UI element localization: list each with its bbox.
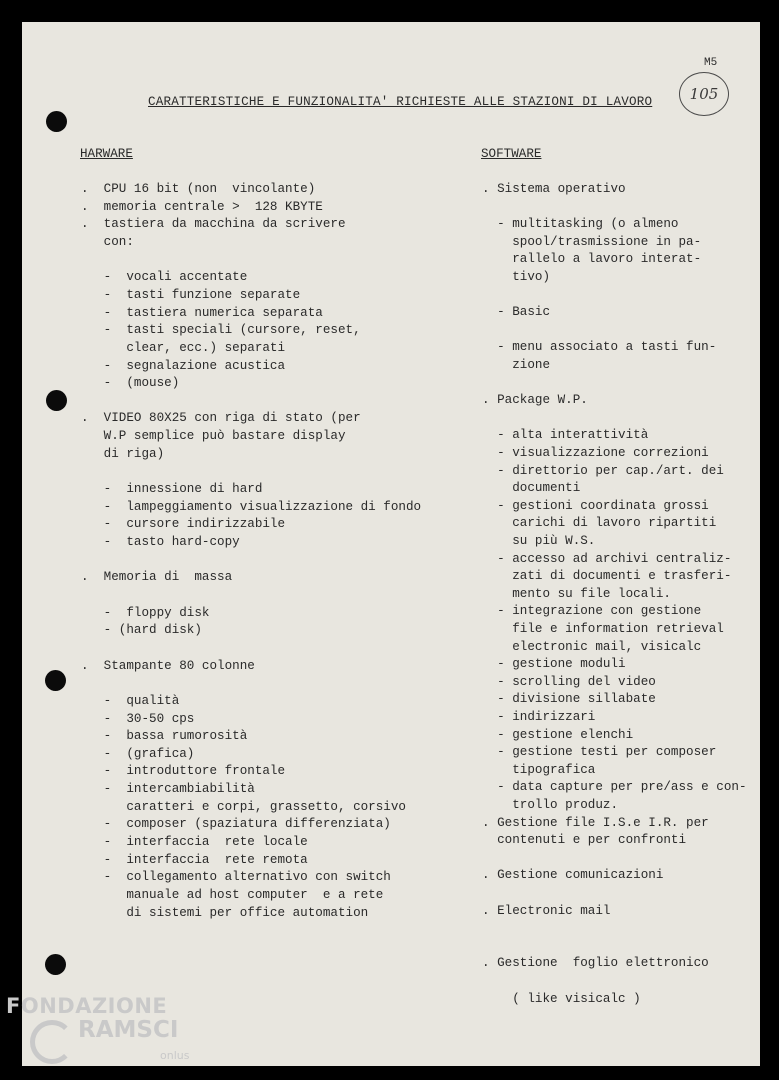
hardware-line: - lampeggiamento visualizzazione di fondo [81,499,422,514]
watermark-name: RAMSCI [78,1017,179,1043]
hardware-line: - intercambiabilità [81,782,255,797]
software-line: file e information retrieval [482,622,724,636]
watermark-foundation: FONDAZIONE [6,994,168,1018]
software-line: . Package W.P. [482,393,588,408]
software-line: - accesso ad archivi centraliz- [482,551,732,566]
hardware-line: . CPU 16 bit (non vincolante) [81,182,316,196]
software-line: mento su file locali. [482,586,671,601]
software-line: trollo produz. [482,798,619,812]
reference-code: M5 [704,57,718,69]
software-line: contenuti e per confronti [482,833,687,848]
hardware-line: caratteri e corpi, grassetto, corsivo [81,799,406,814]
hardware-line: - composer (spaziatura differenziata) [81,817,391,832]
punch-hole-4 [45,954,66,975]
software-line: spool/trasmissione in pa- [482,234,702,249]
software-line: - Basic [482,305,551,320]
hardware-line: - vocali accentate [81,270,248,285]
software-line: . Gestione comunicazioni [482,868,664,883]
hardware-line: - qualità [81,693,180,708]
software-line: - alta interattività [482,428,649,443]
software-line: - gestione elenchi [482,727,634,742]
software-line: - indirizzari [482,710,596,724]
software-line: rallelo a lavoro interat- [482,252,702,267]
hardware-line: - collegamento alternativo con switch [81,870,391,885]
hardware-line: . VIDEO 80X25 con riga di stato (per [81,411,361,426]
hardware-line: . Memoria di massa [81,570,233,585]
software-line: . Sistema operativo [482,182,626,196]
hardware-line: - floppy disk [81,605,210,620]
software-line: - multitasking (o almeno [482,217,679,232]
software-line: tipografica [482,762,596,777]
punch-hole-3 [45,670,66,691]
hardware-line: - interfaccia rete remota [81,852,308,867]
hardware-line: - segnalazione acustica [81,358,286,373]
software-line: - direttorio per cap./art. dei [482,463,724,478]
gramsci-logo-icon [30,1020,74,1064]
page-number-stamp: 105 [679,72,729,116]
hardware-line: . memoria centrale > 128 KBYTE [81,199,323,214]
hardware-line: - interfaccia rete locale [81,835,308,850]
hardware-line: - tastiera numerica separata [81,305,323,320]
software-line: electronic mail, visicalc [482,639,702,654]
hardware-line: W.P semplice può bastare display [81,429,346,444]
software-line: - divisione sillabate [482,692,656,707]
hardware-line: - (mouse) [81,376,180,391]
software-line: . Gestione foglio elettronico [482,956,709,971]
software-line: su più W.S. [482,534,596,548]
hardware-line: con: [81,234,134,249]
software-line: - menu associato a tasti fun- [482,340,717,355]
software-line: . Electronic mail [482,903,611,918]
software-line: - gestione moduli [482,657,626,672]
software-heading: SOFTWARE [481,147,542,161]
software-line: - gestione testi per composer [482,745,717,760]
hardware-line: di sistemi per office automation [81,905,369,920]
software-line: - integrazione con gestione [482,604,702,619]
hardware-line: - tasti speciali (cursore, reset, [81,323,361,338]
hardware-line: - cursore indirizzabile [81,517,286,532]
software-line: zati di documenti e trasferi- [482,569,732,584]
software-line: - visualizzazione correzioni [482,446,709,460]
software-line: tivo) [482,270,551,284]
software-line: ( like visicalc ) [482,991,641,1006]
hardware-line: - 30-50 cps [81,711,195,726]
software-line: documenti [482,481,581,496]
software-line: zione [482,358,551,372]
software-line: . Gestione file I.S.e I.R. per [482,815,709,830]
hardware-line: manuale ad host computer e a rete [81,888,384,902]
hardware-line: clear, ecc.) separati [81,340,286,355]
software-line: - data capture per pre/ass e con- [482,780,747,795]
watermark-onlus: onlus [160,1049,190,1062]
hardware-line: di riga) [81,446,165,461]
punch-hole-1 [46,111,67,132]
punch-hole-2 [46,390,67,411]
software-line: - scrolling del video [482,674,656,689]
hardware-line: - (hard disk) [81,623,202,638]
document-title: CARATTERISTICHE E FUNZIONALITA' RICHIESTE ALLE STAZIONI DI LAVORO [148,95,653,109]
hardware-heading: HARWARE [80,147,133,161]
software-line: carichi di lavoro ripartiti [482,516,717,531]
hardware-line: . Stampante 80 colonne [81,658,255,673]
hardware-line: - bassa rumorosità [81,729,248,744]
hardware-line: - tasti funzione separate [81,287,301,302]
hardware-line: - introduttore frontale [81,764,286,779]
software-line: - gestioni coordinata grossi [482,498,709,513]
hardware-line: - tasto hard-copy [81,535,240,549]
hardware-line: - (grafica) [81,746,195,761]
hardware-line: . tastiera da macchina da scrivere [81,217,346,232]
hardware-line: - innessione di hard [81,482,263,497]
